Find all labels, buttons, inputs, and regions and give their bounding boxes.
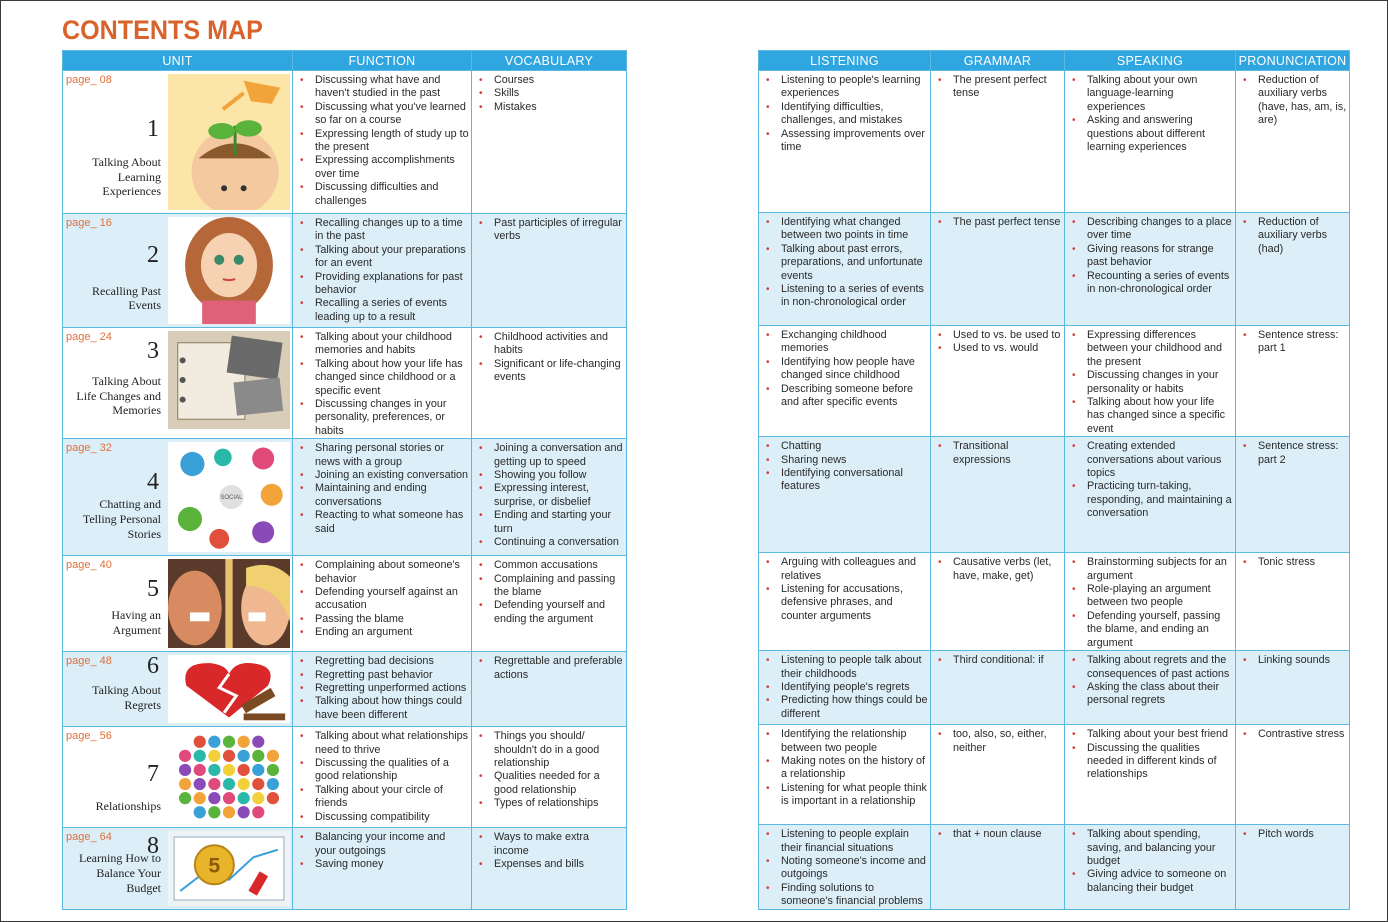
- function-item: • Complaining about someone's behavior: [295, 559, 469, 586]
- unit-name-line: Stories: [127, 526, 161, 541]
- unit-row-left: [63, 214, 627, 328]
- vocabulary-list: [472, 71, 626, 114]
- unit-name-line: Talking About: [92, 374, 161, 389]
- header-pronunciation: PRONUNCIATION: [1236, 51, 1350, 71]
- function-item: • Defending yourself against an accusation: [295, 586, 469, 613]
- pronunciation-list: [1236, 71, 1349, 128]
- speaking-cell: [1065, 71, 1236, 213]
- listening-list: [759, 725, 930, 808]
- unit-cell: [63, 328, 293, 439]
- vocabulary-list: [472, 328, 626, 385]
- function-cell: [293, 439, 472, 556]
- function-item: • Talking about how your life has changed since childhood or a specific event: [295, 358, 469, 398]
- header-unit: UNIT: [63, 51, 293, 71]
- listening-item: • Making notes on the history of a relationship: [761, 755, 928, 782]
- thinking-woman-icon: [168, 217, 290, 324]
- vocabulary-cell: [472, 71, 627, 214]
- unit-row-right: [759, 326, 1350, 437]
- speaking-cell: [1065, 553, 1236, 651]
- function-item: • Passing the blame: [295, 613, 469, 626]
- unit-cell: [63, 727, 293, 828]
- speaking-cell: [1065, 651, 1236, 725]
- function-item: • Discussing the qualities of a good relationship: [295, 757, 469, 784]
- vocabulary-item: • Things you should/ shouldn't do in a good relationship: [474, 730, 624, 770]
- speaking-item: • Talking about how your life has changed since a specific event: [1067, 396, 1233, 436]
- header-speaking: SPEAKING: [1065, 51, 1236, 71]
- listening-item: • Listening to people talk about their childhoods: [761, 654, 928, 681]
- function-item: • Discussing changes in your personality, preferences, or habits: [295, 398, 469, 438]
- speaking-item: • Creating extended conversations about various topics: [1067, 440, 1233, 480]
- function-item: • Discussing difficulties and challenges: [295, 181, 469, 208]
- grammar-list: [931, 651, 1064, 667]
- grammar-cell: [931, 725, 1065, 825]
- function-item: • Expressing length of study up to the present: [295, 128, 469, 155]
- page-title: CONTENTS MAP: [62, 15, 263, 45]
- pronunciation-item: • Tonic stress: [1238, 556, 1347, 569]
- speaking-list: [1065, 553, 1235, 650]
- grammar-list: [931, 326, 1064, 356]
- listening-list: [759, 651, 930, 721]
- unit-row-left: [63, 828, 627, 910]
- function-item: • Providing explanations for past behavior: [295, 271, 469, 298]
- unit-page-link[interactable]: page_ 40: [66, 559, 112, 572]
- vocabulary-cell: [472, 328, 627, 439]
- speaking-item: • Talking about regrets and the consequences of past actions: [1067, 654, 1233, 681]
- function-cell: [293, 328, 472, 439]
- coin-label: 5: [208, 854, 221, 878]
- function-item: • Maintaining and ending conversations: [295, 482, 469, 509]
- listening-item: • Talking about past errors, preparations, and unfortunate events: [761, 243, 928, 283]
- function-item: • Regretting bad decisions: [295, 655, 469, 668]
- speaking-item: • Discussing changes in your personality or habits: [1067, 369, 1233, 396]
- pronunciation-item: • Contrastive stress: [1238, 728, 1347, 741]
- grammar-item: • Transitional expressions: [933, 440, 1062, 467]
- function-item: • Regretting past behavior: [295, 669, 469, 682]
- unit-row-right: [759, 437, 1350, 553]
- speaking-item: • Asking and answering questions about different learning experiences: [1067, 114, 1233, 154]
- speaking-cell: [1065, 437, 1236, 553]
- header-function: FUNCTION: [293, 51, 472, 71]
- people-bubbles-icon: [168, 730, 290, 824]
- vocabulary-cell: [472, 828, 627, 910]
- listening-item: • Arguing with colleagues and relatives: [761, 556, 928, 583]
- vocabulary-cell: [472, 214, 627, 328]
- listening-list: [759, 213, 930, 310]
- vocabulary-item: • Significant or life-changing events: [474, 358, 624, 385]
- grammar-item: • too, also, so, either, neither: [933, 728, 1062, 755]
- unit-row-right: [759, 651, 1350, 725]
- grammar-item: • Used to vs. would: [933, 342, 1062, 355]
- listening-cell: [759, 651, 931, 725]
- speaking-list: [1065, 437, 1235, 520]
- speaking-item: • Describing changes to a place over time: [1067, 216, 1233, 243]
- vocabulary-list: [472, 727, 626, 810]
- grammar-cell: [931, 71, 1065, 213]
- listening-cell: [759, 437, 931, 553]
- grammar-list: [931, 553, 1064, 583]
- pronunciation-list: [1236, 437, 1349, 467]
- unit-page-link[interactable]: page_ 64: [66, 831, 112, 844]
- unit-page-link[interactable]: page_ 08: [66, 74, 112, 86]
- unit-name-line: Relationships: [95, 798, 161, 813]
- unit-row-left: [63, 71, 627, 214]
- unit-row-left: [63, 328, 627, 439]
- listening-item: • Noting someone's income and outgoings: [761, 855, 928, 882]
- vocabulary-cell: [472, 556, 627, 652]
- function-list: [293, 214, 471, 324]
- header-grammar: GRAMMAR: [931, 51, 1065, 71]
- grammar-cell: [931, 326, 1065, 437]
- unit-name: [63, 497, 162, 541]
- function-item: • Talking about your circle of friends: [295, 784, 469, 811]
- grammar-item: • Used to vs. be used to: [933, 329, 1062, 342]
- unit-row-left: [63, 556, 627, 652]
- unit-number: 4: [147, 469, 159, 496]
- function-list: [293, 71, 471, 208]
- listening-item: • Listening to people explain their financial situations: [761, 828, 928, 855]
- listening-cell: [759, 825, 931, 909]
- speaking-item: • Talking about your own language-learning experiences: [1067, 74, 1233, 114]
- unit-cell: [63, 828, 293, 910]
- unit-name: [63, 851, 162, 895]
- function-item: • Recalling a series of events leading up to a result: [295, 297, 469, 324]
- function-item: • Saving money: [295, 858, 469, 871]
- grammar-list: [931, 213, 1064, 229]
- listening-item: • Identifying what changed between two points in time: [761, 216, 928, 243]
- vocabulary-item: • Childhood activities and habits: [474, 331, 624, 358]
- speaking-item: • Practicing turn-taking, responding, and maintaining a conversation: [1067, 480, 1233, 520]
- function-cell: [293, 727, 472, 828]
- unit-cell: [63, 439, 293, 556]
- pronunciation-list: [1236, 553, 1349, 569]
- pronunciation-cell: [1236, 213, 1350, 326]
- unit-row-left: [63, 652, 627, 727]
- unit-page-link[interactable]: page_ 16: [66, 217, 112, 229]
- pronunciation-list: [1236, 825, 1349, 841]
- vocabulary-list: [472, 556, 626, 626]
- vocabulary-item: • Mistakes: [474, 101, 624, 114]
- listening-item: • Chatting: [761, 440, 928, 453]
- listening-item: • Listening to people's learning experiences: [761, 74, 928, 101]
- function-item: • Talking about your childhood memories and habits: [295, 331, 469, 358]
- listening-item: • Exchanging childhood memories: [761, 329, 928, 356]
- social-label: SOCIAL: [220, 495, 243, 502]
- grammar-item: • Causative verbs (let, have, make, get): [933, 556, 1062, 583]
- unit-row-right: [759, 725, 1350, 825]
- function-cell: [293, 652, 472, 727]
- vocabulary-item: • Skills: [474, 87, 624, 100]
- pronunciation-list: [1236, 651, 1349, 667]
- grammar-list: [931, 725, 1064, 755]
- unit-row-right: [759, 213, 1350, 326]
- grammar-list: [931, 437, 1064, 467]
- arguing-faces-icon: [168, 559, 290, 648]
- pronunciation-item: • Reduction of auxiliary verbs (have, has, am, is, are): [1238, 74, 1347, 128]
- function-cell: [293, 214, 472, 328]
- unit-name-line: Telling Personal: [82, 512, 161, 527]
- function-item: • Joining an existing conversation: [295, 469, 469, 482]
- vocabulary-list: [472, 214, 626, 244]
- speaking-item: • Recounting a series of events in non-chronological order: [1067, 270, 1233, 297]
- unit-cell: [63, 214, 293, 328]
- pronunciation-item: • Linking sounds: [1238, 654, 1347, 667]
- unit-name-line: Regrets: [124, 697, 161, 712]
- vocabulary-item: • Expenses and bills: [474, 858, 624, 871]
- unit-name-line: Having an: [111, 608, 161, 623]
- vocabulary-item: • Showing you follow: [474, 469, 624, 482]
- listening-item: • Identifying how people have changed since childhood: [761, 356, 928, 383]
- speaking-cell: [1065, 825, 1236, 909]
- speaking-item: • Discussing the qualities needed in different kinds of relationships: [1067, 742, 1233, 782]
- unit-row-left: [63, 727, 627, 828]
- listening-item: • Predicting how things could be different: [761, 694, 928, 721]
- speaking-list: [1065, 71, 1235, 154]
- pronunciation-item: • Sentence stress: part 1: [1238, 329, 1347, 356]
- vocabulary-item: • Ending and starting your turn: [474, 509, 624, 536]
- header-vocabulary: VOCABULARY: [472, 51, 627, 71]
- unit-name: [63, 155, 162, 199]
- listening-list: [759, 71, 930, 154]
- grammar-item: • The present perfect tense: [933, 74, 1062, 101]
- listening-item: • Identifying conversational features: [761, 467, 928, 494]
- unit-row-right: [759, 71, 1350, 213]
- photo-album-icon: [168, 331, 290, 429]
- grammar-cell: [931, 553, 1065, 651]
- unit-name-line: Experiences: [102, 184, 161, 199]
- speaking-cell: [1065, 326, 1236, 437]
- listening-cell: [759, 553, 931, 651]
- vocabulary-item: • Qualities needed for a good relationship: [474, 770, 624, 797]
- contents-table-left: [62, 50, 627, 910]
- speaking-list: [1065, 725, 1235, 782]
- unit-name: [63, 799, 162, 814]
- vocabulary-cell: [472, 727, 627, 828]
- function-item: • Talking about how things could have been different: [295, 695, 469, 722]
- function-item: • Regretting unperformed actions: [295, 682, 469, 695]
- unit-name-line: Balance Your Budget: [96, 866, 161, 895]
- unit-name-line: Learning: [117, 169, 161, 184]
- speaking-list: [1065, 825, 1235, 895]
- function-item: • Discussing what have and haven't studied in the past: [295, 74, 469, 101]
- speaking-list: [1065, 326, 1235, 436]
- contents-table-right: [758, 50, 1350, 910]
- function-cell: [293, 556, 472, 652]
- listening-list: [759, 825, 930, 908]
- listening-item: • Assessing improvements over time: [761, 128, 928, 155]
- function-item: • Recalling changes up to a time in the past: [295, 217, 469, 244]
- pronunciation-item: • Sentence stress: part 2: [1238, 440, 1347, 467]
- pronunciation-cell: [1236, 71, 1350, 213]
- vocabulary-list: [472, 828, 626, 871]
- function-item: • Ending an argument: [295, 626, 469, 639]
- unit-row-right: [759, 825, 1350, 909]
- unit-name-line: Learning How to: [79, 851, 161, 866]
- unit-name-line: Argument: [112, 622, 161, 637]
- broken-heart-gavel-icon: [168, 655, 290, 723]
- vocabulary-item: • Ways to make extra income: [474, 831, 624, 858]
- vocabulary-item: • Continuing a conversation: [474, 536, 624, 549]
- unit-cell: [63, 556, 293, 652]
- speaking-list: [1065, 651, 1235, 708]
- vocabulary-item: • Courses: [474, 74, 624, 87]
- speaking-item: • Giving advice to someone on balancing their budget: [1067, 868, 1233, 895]
- pronunciation-cell: [1236, 825, 1350, 909]
- vocabulary-item: • Types of relationships: [474, 797, 624, 810]
- unit-number: 7: [147, 761, 159, 788]
- unit-number: 6: [147, 653, 159, 680]
- listening-item: • Identifying the relationship between two people: [761, 728, 928, 755]
- grammar-list: [931, 825, 1064, 841]
- function-list: [293, 652, 471, 722]
- function-list: [293, 828, 471, 871]
- unit-page-link[interactable]: page_ 48: [66, 655, 112, 668]
- unit-name-line: Life Changes and: [76, 388, 161, 403]
- unit-name-line: Recalling Past: [92, 283, 161, 298]
- listening-list: [759, 437, 930, 494]
- listening-item: • Sharing news: [761, 454, 928, 467]
- unit-number: 3: [147, 338, 159, 364]
- grammar-list: [931, 71, 1064, 101]
- vocabulary-item: • Complaining and passing the blame: [474, 573, 624, 600]
- function-list: [293, 556, 471, 639]
- pronunciation-list: [1236, 725, 1349, 741]
- speaking-item: • Brainstorming subjects for an argument: [1067, 556, 1233, 583]
- header-listening: LISTENING: [759, 51, 931, 71]
- pronunciation-item: • Pitch words: [1238, 828, 1347, 841]
- function-cell: [293, 71, 472, 214]
- function-item: • Expressing accomplishments over time: [295, 154, 469, 181]
- grammar-cell: [931, 825, 1065, 909]
- unit-name-line: Memories: [112, 403, 161, 418]
- function-item: • Balancing your income and your outgoings: [295, 831, 469, 858]
- pronunciation-cell: [1236, 553, 1350, 651]
- grammar-item: • that + noun clause: [933, 828, 1062, 841]
- listening-item: • Describing someone before and after specific events: [761, 383, 928, 410]
- unit-name-line: Events: [128, 298, 161, 313]
- function-item: • Discussing compatibility: [295, 811, 469, 824]
- pronunciation-item: • Reduction of auxiliary verbs (had): [1238, 216, 1347, 256]
- unit-page-link[interactable]: page_ 56: [66, 730, 112, 743]
- unit-name: [63, 374, 162, 418]
- function-item: • Reacting to what someone has said: [295, 509, 469, 536]
- speaking-item: • Talking about your best friend: [1067, 728, 1233, 741]
- grammar-cell: [931, 437, 1065, 553]
- pronunciation-cell: [1236, 651, 1350, 725]
- pronunciation-cell: [1236, 326, 1350, 437]
- unit-name: [63, 608, 162, 637]
- pronunciation-list: [1236, 213, 1349, 256]
- speaking-item: • Expressing differences between your childhood and the present: [1067, 329, 1233, 369]
- speaking-cell: [1065, 725, 1236, 825]
- speaking-item: • Asking the class about their personal regrets: [1067, 681, 1233, 708]
- social-network-icon: [168, 442, 290, 552]
- listening-item: • Identifying people's regrets: [761, 681, 928, 694]
- vocabulary-item: • Regrettable and preferable actions: [474, 655, 624, 682]
- unit-name-line: Chatting and: [99, 497, 161, 512]
- pronunciation-list: [1236, 326, 1349, 356]
- listening-item: • Identifying difficulties, challenges, and mistakes: [761, 101, 928, 128]
- speaking-item: • Talking about spending, saving, and balancing your budget: [1067, 828, 1233, 868]
- speaking-list: [1065, 213, 1235, 296]
- unit-cell: [63, 71, 293, 214]
- vocabulary-item: • Defending yourself and ending the argument: [474, 599, 624, 626]
- speaking-item: • Defending yourself, passing the blame, and ending an argument: [1067, 610, 1233, 650]
- grammar-item: • Third conditional: if: [933, 654, 1062, 667]
- function-list: [293, 439, 471, 536]
- pronunciation-cell: [1236, 725, 1350, 825]
- vocabulary-list: [472, 439, 626, 549]
- unit-page-link[interactable]: page_ 32: [66, 442, 112, 455]
- listening-cell: [759, 326, 931, 437]
- unit-name-line: Talking About: [92, 683, 161, 698]
- unit-row-right: [759, 553, 1350, 651]
- pronunciation-cell: [1236, 437, 1350, 553]
- function-item: • Discussing what you've learned so far on a course: [295, 101, 469, 128]
- grammar-cell: [931, 651, 1065, 725]
- unit-name-line: Talking About: [92, 155, 161, 170]
- function-list: [293, 328, 471, 438]
- unit-row-left: [63, 439, 627, 556]
- unit-number: 8: [147, 833, 159, 860]
- function-cell: [293, 828, 472, 910]
- speaking-cell: [1065, 213, 1236, 326]
- plant-head-icon: [168, 74, 290, 210]
- unit-name: [63, 683, 162, 712]
- vocabulary-item: • Expressing interest, surprise, or disbelief: [474, 482, 624, 509]
- vocabulary-list: [472, 652, 626, 682]
- vocabulary-item: • Joining a conversation and getting up to speed: [474, 442, 624, 469]
- vocabulary-item: • Common accusations: [474, 559, 624, 572]
- vocabulary-cell: [472, 439, 627, 556]
- budget-coin-chart-icon: [168, 831, 290, 906]
- vocabulary-cell: [472, 652, 627, 727]
- listening-list: [759, 553, 930, 623]
- function-item: • Talking about what relationships need to thrive: [295, 730, 469, 757]
- speaking-item: • Giving reasons for strange past behavior: [1067, 243, 1233, 270]
- vocabulary-item: • Past participles of irregular verbs: [474, 217, 624, 244]
- function-item: • Talking about your preparations for an event: [295, 244, 469, 271]
- listening-item: • Listening for accusations, defensive phrases, and counter arguments: [761, 583, 928, 623]
- unit-name: [63, 284, 162, 313]
- listening-cell: [759, 725, 931, 825]
- grammar-item: • The past perfect tense: [933, 216, 1062, 229]
- function-list: [293, 727, 471, 824]
- unit-number: 2: [147, 242, 159, 268]
- listening-item: • Finding solutions to someone's financial problems: [761, 882, 928, 909]
- unit-cell: [63, 652, 293, 727]
- listening-cell: [759, 213, 931, 326]
- unit-number: 1: [147, 116, 159, 142]
- function-item: • Sharing personal stories or news with a group: [295, 442, 469, 469]
- grammar-cell: [931, 213, 1065, 326]
- unit-page-link[interactable]: page_ 24: [66, 331, 112, 343]
- listening-cell: [759, 71, 931, 213]
- speaking-item: • Role-playing an argument between two people: [1067, 583, 1233, 610]
- listening-item: • Listening for what people think is important in a relationship: [761, 782, 928, 809]
- listening-list: [759, 326, 930, 409]
- unit-number: 5: [147, 576, 159, 603]
- listening-item: • Listening to a series of events in non-chronological order: [761, 283, 928, 310]
